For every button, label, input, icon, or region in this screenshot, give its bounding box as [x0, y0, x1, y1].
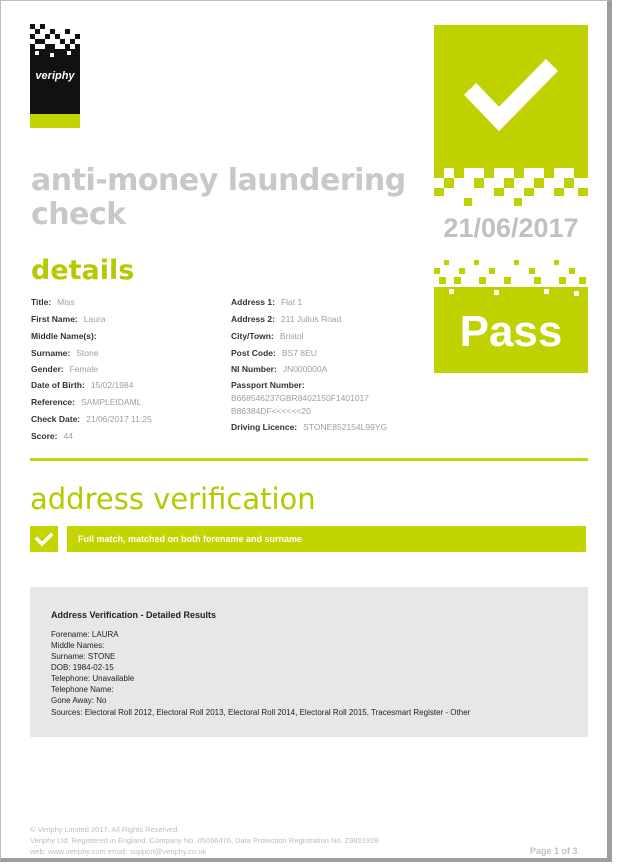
field-label: Date of Birth:: [31, 380, 85, 390]
field-value: Female: [69, 364, 98, 374]
field-value: BS7 8EU: [281, 348, 317, 358]
field-check-date: [31, 414, 152, 424]
check-icon: [30, 526, 58, 552]
result-line: Telephone: Unavailable: [51, 674, 135, 683]
field-title: [31, 297, 75, 307]
result-tick-box: [434, 25, 588, 158]
field-reference: [31, 397, 141, 407]
address-verification-heading: address verification: [30, 482, 316, 516]
field-label: Surname:: [31, 348, 71, 358]
field-label: Reference:: [31, 397, 75, 407]
field-surname: [31, 348, 98, 358]
field-value: Bristol: [279, 331, 304, 341]
veriphy-logo: [30, 24, 80, 104]
match-result-text: Full match, matched on both forename and surname: [78, 534, 303, 544]
field-label: Address 1:: [231, 297, 275, 307]
field-value: SAMPLEIDAML: [80, 397, 142, 407]
result-line: Sources: Electoral Roll 2012, Electoral Roll 2013, Electoral Roll 2014, Electoral Roll 2015, Tracesmart Register - Other: [51, 708, 471, 717]
field-ni-number: [231, 364, 327, 374]
check-icon: [434, 25, 588, 158]
field-label: Score:: [31, 431, 58, 441]
field-value: 15/02/1984: [90, 380, 134, 390]
logo-accent-bar: [30, 114, 80, 128]
result-text: Pass: [459, 307, 563, 356]
logo-pixel-pattern: [30, 24, 80, 62]
field-middle-names: [31, 331, 103, 341]
result-line: Gone Away: No: [51, 696, 107, 705]
footer-contact: web: www.veriphy.com email: support@veriphy.co.uk: [30, 847, 207, 856]
result-line: DOB: 1984-02-15: [51, 663, 114, 672]
field-value: 44: [63, 431, 73, 441]
field-post-code: [231, 348, 317, 358]
footer: [30, 824, 379, 857]
detailed-results-panel: [30, 587, 588, 737]
details-heading: details: [31, 255, 135, 286]
footer-registration: Veriphy Ltd. Registered in England. Company No. 05066476. Data Protection Registration No. Z9851928: [30, 836, 379, 845]
result-line: Middle Names:: [51, 641, 105, 650]
field-score: [31, 431, 73, 441]
field-city: [231, 331, 303, 341]
pixel-fade-pattern: [434, 158, 588, 218]
field-value: Stone: [76, 348, 99, 358]
check-date-display: 21/06/2017: [443, 213, 579, 243]
status-panel: [434, 25, 588, 373]
logo-wordmark: veriphy: [35, 70, 75, 82]
field-value: Flat 1: [280, 297, 303, 307]
match-result-bar: [67, 526, 586, 552]
match-check-box: [30, 526, 58, 552]
pixel-rise-pattern: [434, 260, 588, 302]
page-number: Page 1 of 3: [530, 846, 578, 856]
field-label: Gender:: [31, 364, 64, 374]
result-line: Surname: STONE: [51, 652, 116, 661]
field-label: Post Code:: [231, 348, 276, 358]
field-value: STONE852154L99YG: [303, 422, 388, 432]
field-gender: [31, 364, 98, 374]
field-value: 21/06/2017 11:25: [86, 414, 152, 424]
footer-copyright: © Veriphy Limited 2017. All Rights Reserved.: [30, 825, 180, 834]
field-value: Laura: [83, 314, 106, 324]
field-passport-label: [231, 380, 305, 390]
result-line: Telephone Name:: [51, 685, 114, 694]
result-line: Forename: LAURA: [51, 630, 119, 639]
field-label: Check Date:: [31, 414, 81, 424]
field-address-2: [231, 314, 341, 324]
field-driving-licence: [231, 422, 387, 432]
field-value: 211 Julius Road: [280, 314, 342, 324]
field-label: First Name:: [31, 314, 78, 324]
field-label: Middle Name(s):: [31, 331, 97, 341]
field-first-name: [31, 314, 106, 324]
field-value: Miss: [57, 297, 75, 307]
document-title: anti-money laundering check: [31, 163, 406, 232]
field-label: Address 2:: [231, 314, 275, 324]
field-address-1: [231, 297, 302, 307]
field-passport-line-1: B668546237GBR8402150F1401017: [231, 393, 370, 403]
field-label: Title:: [31, 297, 52, 307]
section-divider: [30, 458, 588, 461]
field-label: City/Town:: [231, 331, 274, 341]
field-label: NI Number:: [231, 364, 277, 374]
field-label: Passport Number:: [231, 380, 305, 390]
results-title: Address Verification - Detailed Results: [51, 610, 217, 620]
field-value: JN000000A: [282, 364, 328, 374]
field-dob: [31, 380, 133, 390]
field-passport-line-2: B86384DF<<<<<<20: [231, 406, 311, 416]
field-label: Driving Licence:: [231, 422, 298, 432]
